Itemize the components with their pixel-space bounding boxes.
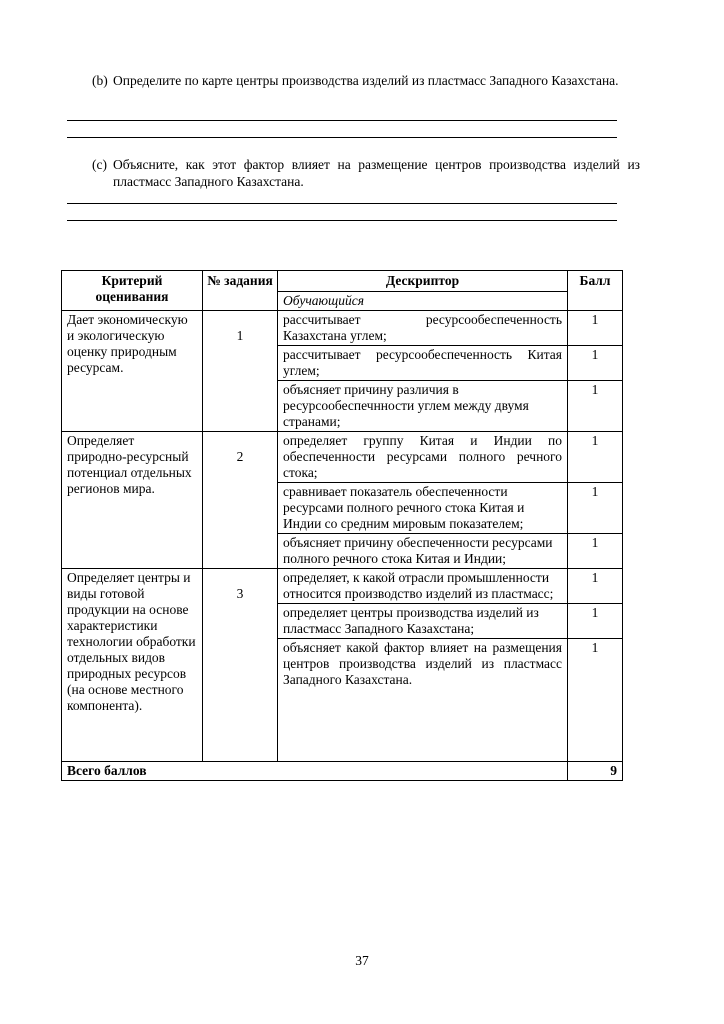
- header-descriptor: Дескриптор: [278, 271, 568, 292]
- score-cell: 1: [568, 311, 623, 346]
- task-number-cell: 3: [203, 569, 278, 762]
- task-number-cell: 1: [203, 311, 278, 432]
- descriptor-cell: объясняет причину обеспеченности ресурсами полного речного стока Китая и Индии;: [278, 534, 568, 569]
- question-c: [92, 156, 640, 190]
- descriptor-cell: определяет группу Китая и Индии по обеспеченности ресурсами полного речного стока;: [278, 432, 568, 483]
- question-b: [92, 72, 640, 89]
- score-cell: 1: [568, 381, 623, 432]
- table-row: [62, 432, 623, 483]
- answer-line-b-1[interactable]: [67, 120, 617, 121]
- score-cell: 1: [568, 534, 623, 569]
- criterion-cell: Определяет центры и виды готовой продукции на основе характеристики технологии обработки отдельных видов природных ресурсов (на основе местного компонента).: [62, 569, 203, 762]
- descriptor-cell: рассчитывает ресурсообеспеченность Китая углем;: [278, 346, 568, 381]
- table-total-row: [62, 762, 623, 781]
- task-number-cell: 2: [203, 432, 278, 569]
- descriptor-cell: определяет центры производства изделий из пластмасс Западного Казахстана;: [278, 604, 568, 639]
- answer-line-c-1[interactable]: [67, 203, 617, 204]
- descriptor-cell: объясняет причину различия в ресурсообеспечнности углем между двумя странами;: [278, 381, 568, 432]
- criterion-cell: Дает экономическую и экологическую оценку природным ресурсам.: [62, 311, 203, 432]
- descriptor-cell: объясняет какой фактор влияет на размещения центров производства изделий из пластмасс Западного Казахстана.: [278, 639, 568, 762]
- table-header-row: [62, 271, 623, 292]
- answer-line-c-2[interactable]: [67, 220, 617, 221]
- question-b-label: (b): [92, 73, 108, 88]
- question-c-label: (c): [92, 157, 107, 172]
- score-cell: 1: [568, 346, 623, 381]
- total-value: 9: [568, 762, 623, 781]
- criterion-cell: Определяет природно-ресурсный потенциал отдельных регионов мира.: [62, 432, 203, 569]
- header-task-number: № задания: [203, 271, 278, 311]
- assessment-rubric-table: [61, 270, 623, 781]
- question-b-text: Определите по карте центры производства изделий из пластмасс Западного Казахстана.: [113, 73, 619, 88]
- table-row: [62, 569, 623, 604]
- subheader-learner: Обучающийся: [278, 292, 568, 311]
- page-number: 37: [355, 953, 369, 968]
- question-c-text: Объясните, как этот фактор влияет на размещение центров производства изделий из пластмасс Западного Казахстана.: [113, 157, 640, 189]
- answer-line-b-2[interactable]: [67, 137, 617, 138]
- score-cell: 1: [568, 639, 623, 762]
- score-cell: 1: [568, 483, 623, 534]
- header-criterion: Критерий оценивания: [62, 271, 203, 311]
- total-label: Всего баллов: [62, 762, 568, 781]
- score-cell: 1: [568, 569, 623, 604]
- descriptor-cell: определяет, к какой отрасли промышленности относится производство изделий из пластмасс;: [278, 569, 568, 604]
- header-score: Балл: [568, 271, 623, 311]
- score-cell: 1: [568, 432, 623, 483]
- descriptor-cell: сравнивает показатель обеспеченности ресурсами полного речного стока Китая и Индии со средним мировым показателем;: [278, 483, 568, 534]
- descriptor-cell: рассчитывает ресурсообеспеченность Казахстана углем;: [278, 311, 568, 346]
- table-row: [62, 311, 623, 346]
- score-cell: 1: [568, 604, 623, 639]
